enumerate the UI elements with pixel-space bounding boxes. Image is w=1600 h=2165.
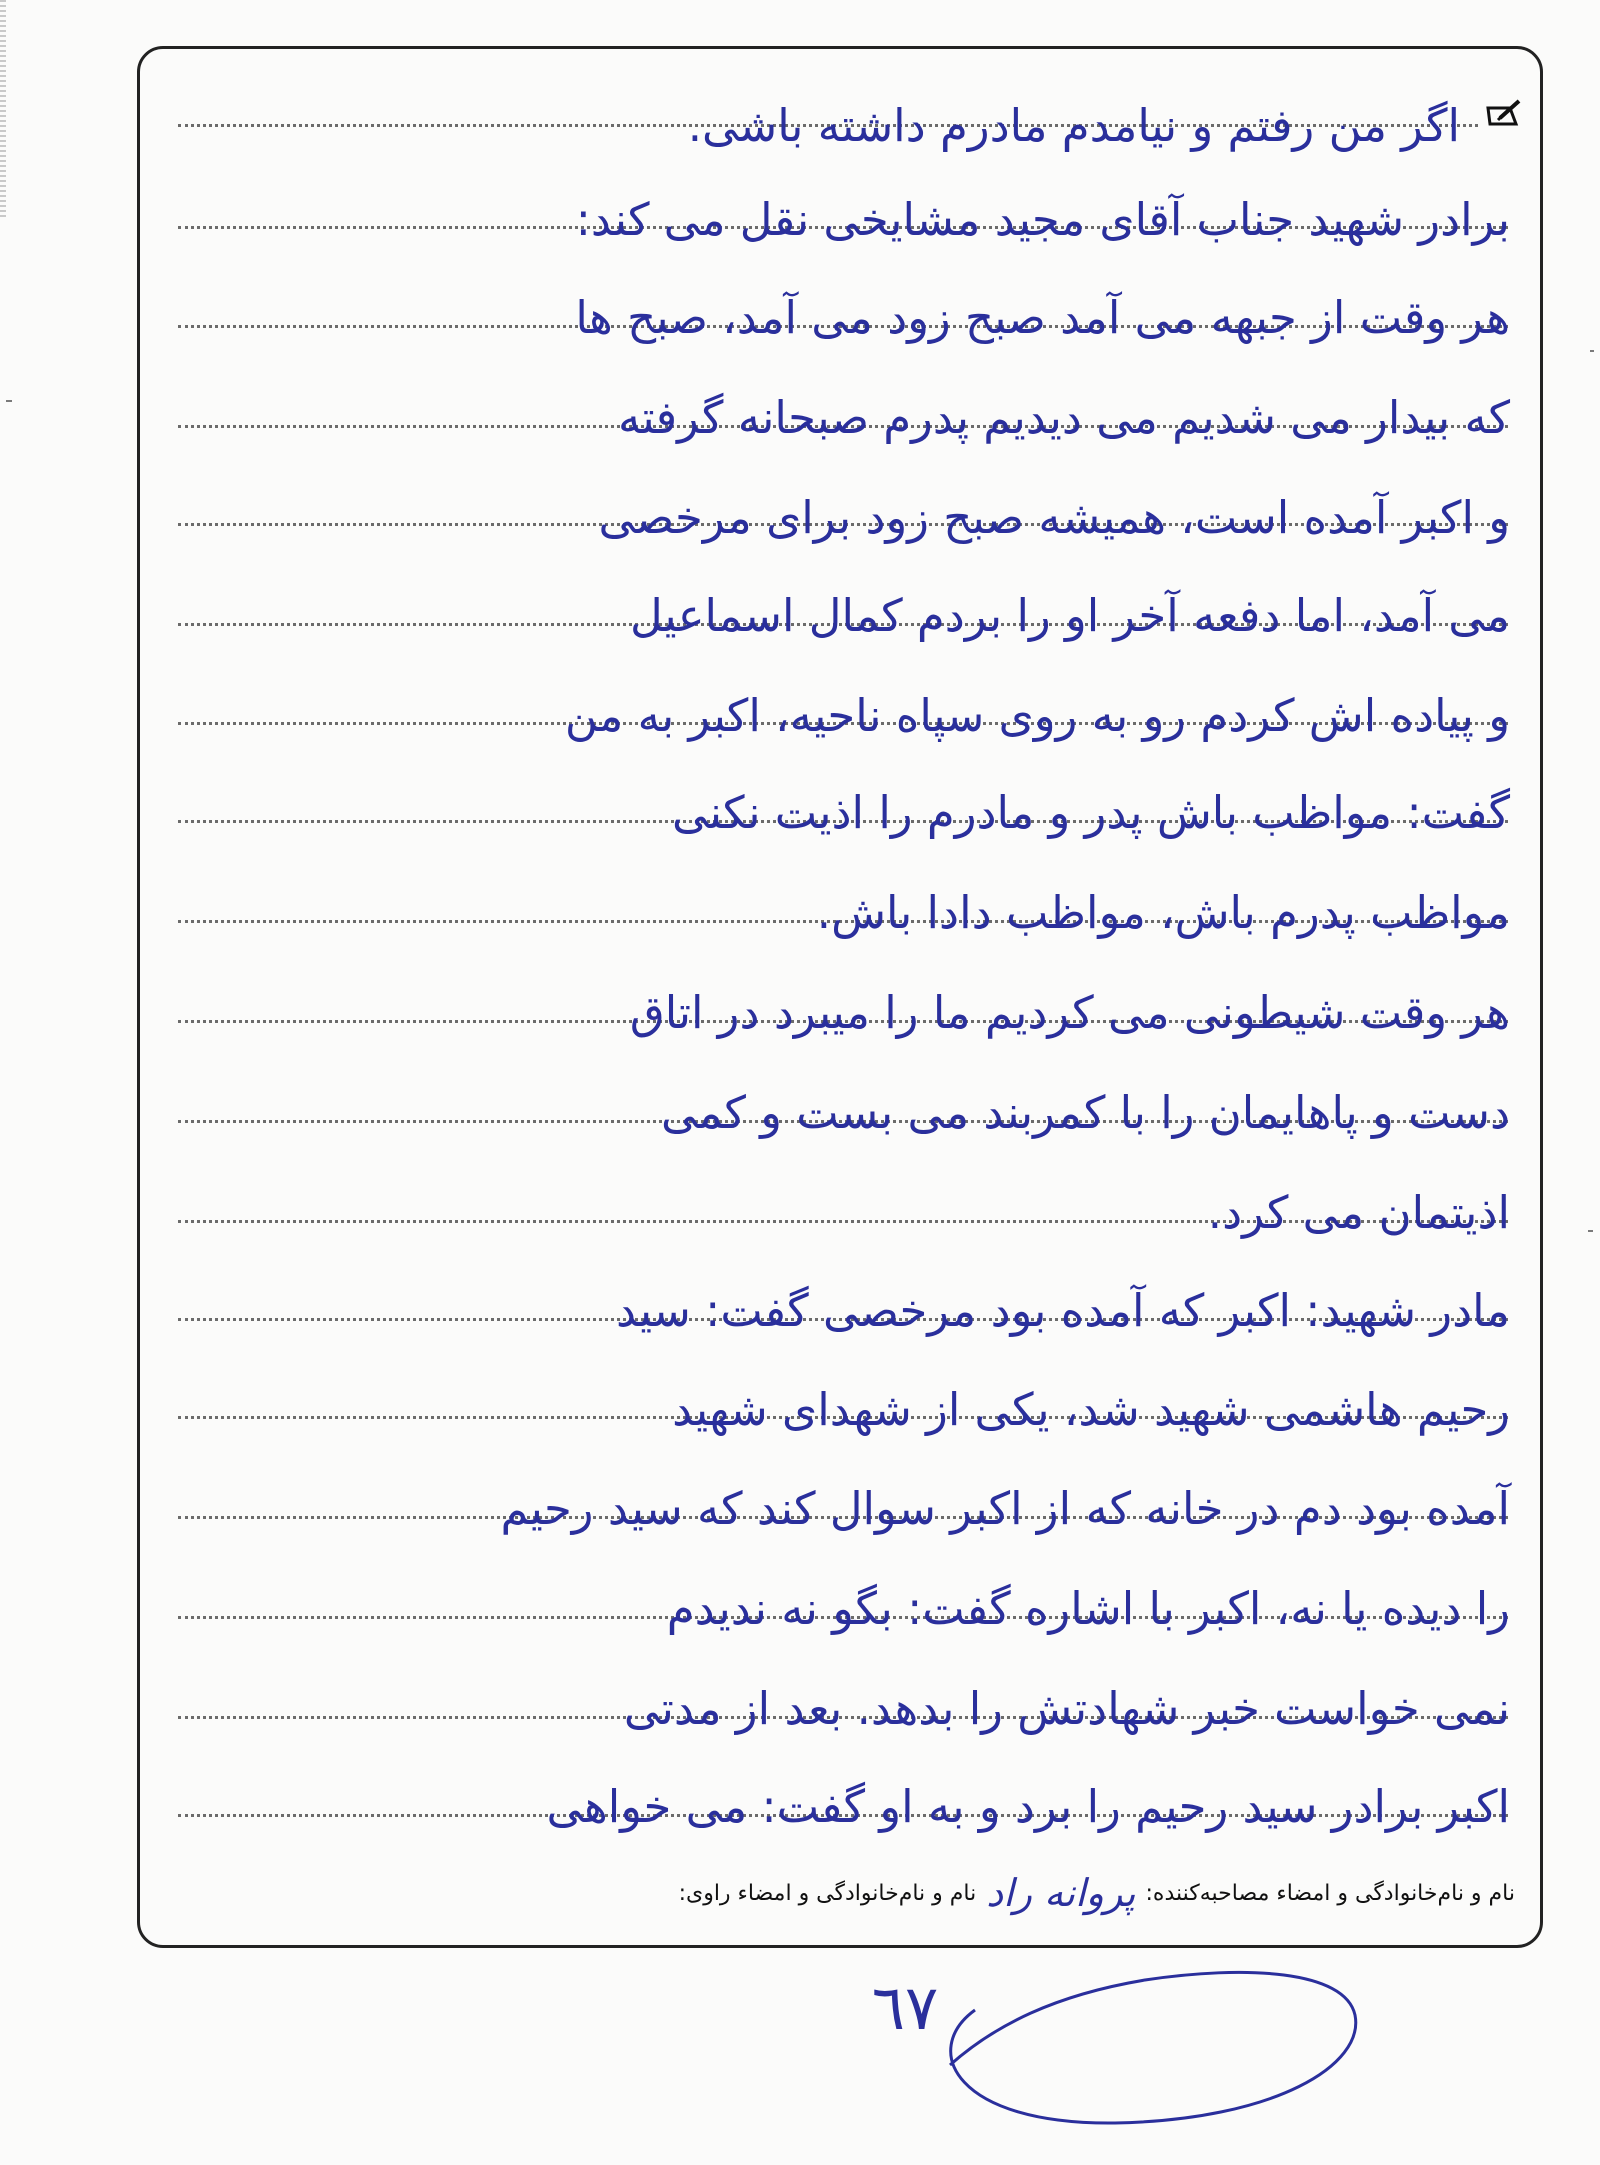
stray-mark <box>1588 1230 1593 1232</box>
handwritten-line-1: اگر من رفتم و نیامدم مادرم داشته باشی. <box>687 99 1460 152</box>
handwritten-line-7: و پیاده اش کردم رو به روی سپاه ناحیه، اکبر به من <box>564 689 1510 742</box>
handwritten-line-18: اکبر برادر سید رحیم را برد و به او گفت: می خواهی <box>546 1780 1510 1833</box>
handwritten-line-6: می آمد، اما دفعه آخر او را بردم کمال اسماعیل <box>630 589 1510 642</box>
interviewer-signature: پروانه راد <box>986 1871 1136 1915</box>
signature-footer <box>170 1868 1515 1918</box>
interviewer-label: نام و نام‌خانوادگی و امضاء مصاحبه‌کننده: <box>1145 1880 1515 1906</box>
scan-edge-artifact <box>0 0 6 220</box>
handwritten-line-3: هر وقت از جبهه می آمد صبح زود می آمد، صبح ها <box>575 291 1510 344</box>
handwritten-line-14: رحیم هاشمی شهید شد، یکی از شهدای شهید <box>672 1383 1510 1436</box>
handwritten-line-11: دست و پاهایمان را با کمربند می بست و کمی <box>661 1086 1510 1139</box>
narrator-label: نام و نام‌خانوادگی و امضاء راوی: <box>678 1880 977 1906</box>
page-number: ٦٧ <box>871 1971 939 2044</box>
stray-mark <box>6 400 12 402</box>
handwritten-line-8: گفت: مواظب باش پدر و مادرم را اذیت نکنی <box>672 786 1510 839</box>
signature-oval-icon <box>915 1955 1385 2135</box>
handwritten-line-9: مواظب پدرم باش، مواظب دادا باش. <box>816 886 1510 939</box>
stray-mark <box>1590 350 1594 352</box>
handwritten-line-16: را دیده یا نه، اکبر با اشاره گفت: بگو نه ندیدم <box>666 1582 1510 1635</box>
handwritten-line-17: نمی خواست خبر شهادتش را بدهد. بعد از مدتی <box>623 1682 1510 1735</box>
handwritten-line-13: مادر شهید: اکبر که آمده بود مرخصی گفت: سید <box>615 1284 1510 1337</box>
handwritten-line-15: آمده بود دم در خانه که از اکبر سوال کند که سید رحیم <box>500 1482 1510 1535</box>
handwritten-line-4: که بیدار می شدیم می دیدیم پدرم صبحانه گرفته <box>617 391 1510 444</box>
handwritten-line-10: هر وقت شیطونی می کردیم ما را میبرد در اتاق <box>629 986 1510 1039</box>
handwritten-line-12: اذیتمان می کرد. <box>1207 1186 1510 1239</box>
handwritten-line-2: برادر شهید جناب آقای مجید مشایخی نقل می کند: <box>575 193 1510 246</box>
handwritten-line-5: و اکبر آمده است، همیشه صبح زود برای مرخصی <box>598 491 1510 544</box>
